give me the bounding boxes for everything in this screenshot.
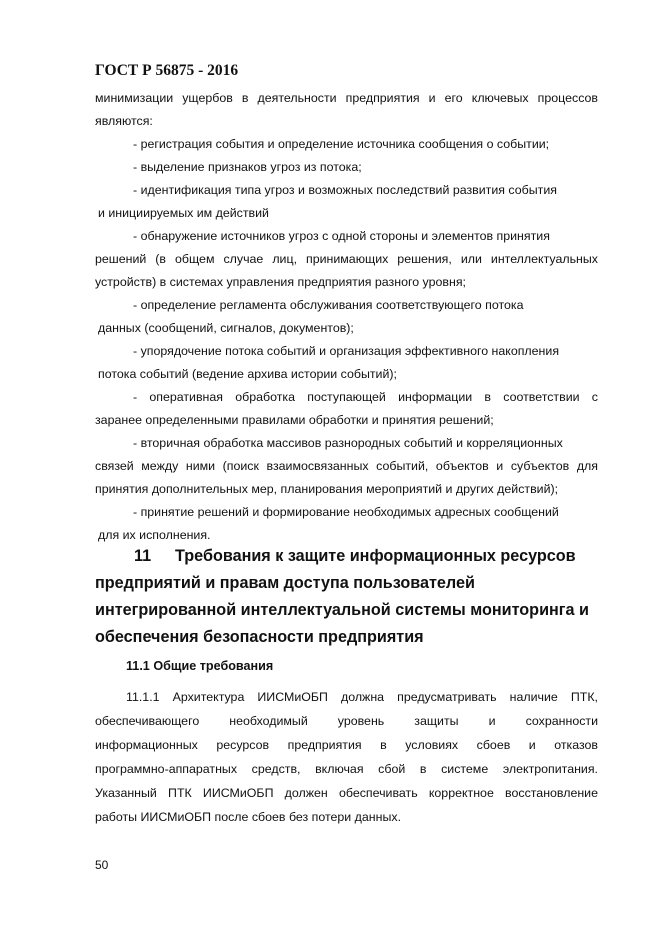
list-item: - принятие решений и формирование необходимых адресных сообщений: [133, 505, 559, 519]
list-item-continuation: устройств) в системах управления предприятия разного уровня;: [95, 275, 466, 289]
list-item: - определение регламента обслуживания соответствующего потока: [133, 298, 524, 312]
list-item: - выделение признаков угроз из потока;: [133, 160, 362, 174]
paragraph-line: информационных ресурсов предприятия в условиях сбоев и отказов: [95, 738, 598, 752]
list-item-continuation: данных (сообщений, сигналов, документов);: [98, 321, 354, 335]
section-title: интегрированной интеллектуальной системы мониторинга и: [95, 601, 589, 619]
list-item: - регистрация события и определение источника сообщения о событии;: [133, 137, 550, 151]
section-title: обеспечения безопасности предприятия: [95, 628, 424, 646]
paragraph-line: работы ИИСМиОБП после сбоев без потери данных.: [95, 810, 402, 824]
list-item: - обнаружение источников угроз с одной стороны и элементов принятия: [133, 229, 550, 243]
list-item: - оперативная обработка поступающей информации в соответствии с: [133, 390, 598, 404]
list-item-continuation: принятия дополнительных мер, планирования мероприятий и других действий);: [95, 482, 559, 496]
section-number: 11: [134, 547, 152, 565]
list-item-continuation: потока событий (ведение архива истории событий);: [98, 367, 397, 381]
page-number: 50: [95, 858, 109, 872]
paragraph-line: программно-аппаратных средств, включая сбой в системе электропитания.: [95, 762, 598, 776]
paragraph-line: Указанный ПТК ИИСМиОБП должен обеспечивать корректное восстановление: [95, 786, 598, 800]
paragraph-line: обеспечивающего необходимый уровень защиты и сохранности: [95, 714, 598, 728]
section-title: Требования к защите информационных ресурсов: [175, 547, 576, 565]
list-item-continuation: заранее определенными правилами обработки и принятия решений;: [95, 413, 494, 427]
paragraph-line: являются:: [95, 114, 153, 128]
list-item-continuation: связей между ними (поиск взаимосвязанных событий, объектов и субъектов для: [95, 459, 598, 473]
list-item-continuation: для их исполнения.: [98, 528, 211, 542]
list-item: - идентификация типа угроз и возможных последствий развития события: [133, 183, 557, 197]
paragraph-line: 11.1.1 Архитектура ИИСМиОБП должна предусматривать наличие ПТК,: [126, 690, 598, 704]
list-item: - вторичная обработка массивов разнородных событий и корреляционных: [133, 436, 563, 450]
list-item-continuation: и инициируемых им действий: [98, 206, 269, 220]
subsection-heading: 11.1 Общие требования: [126, 659, 274, 673]
section-title: предприятий и правам доступа пользователей: [95, 574, 475, 592]
document-header: ГОСТ Р 56875 - 2016: [95, 62, 239, 79]
list-item: - упорядочение потока событий и организация эффективного накопления: [133, 344, 560, 358]
paragraph-line: минимизации ущербов в деятельности предприятия и его ключевых процессов: [95, 91, 598, 105]
list-item-continuation: решений (в общем случае лиц, принимающих решения, или интеллектуальных: [95, 252, 598, 266]
